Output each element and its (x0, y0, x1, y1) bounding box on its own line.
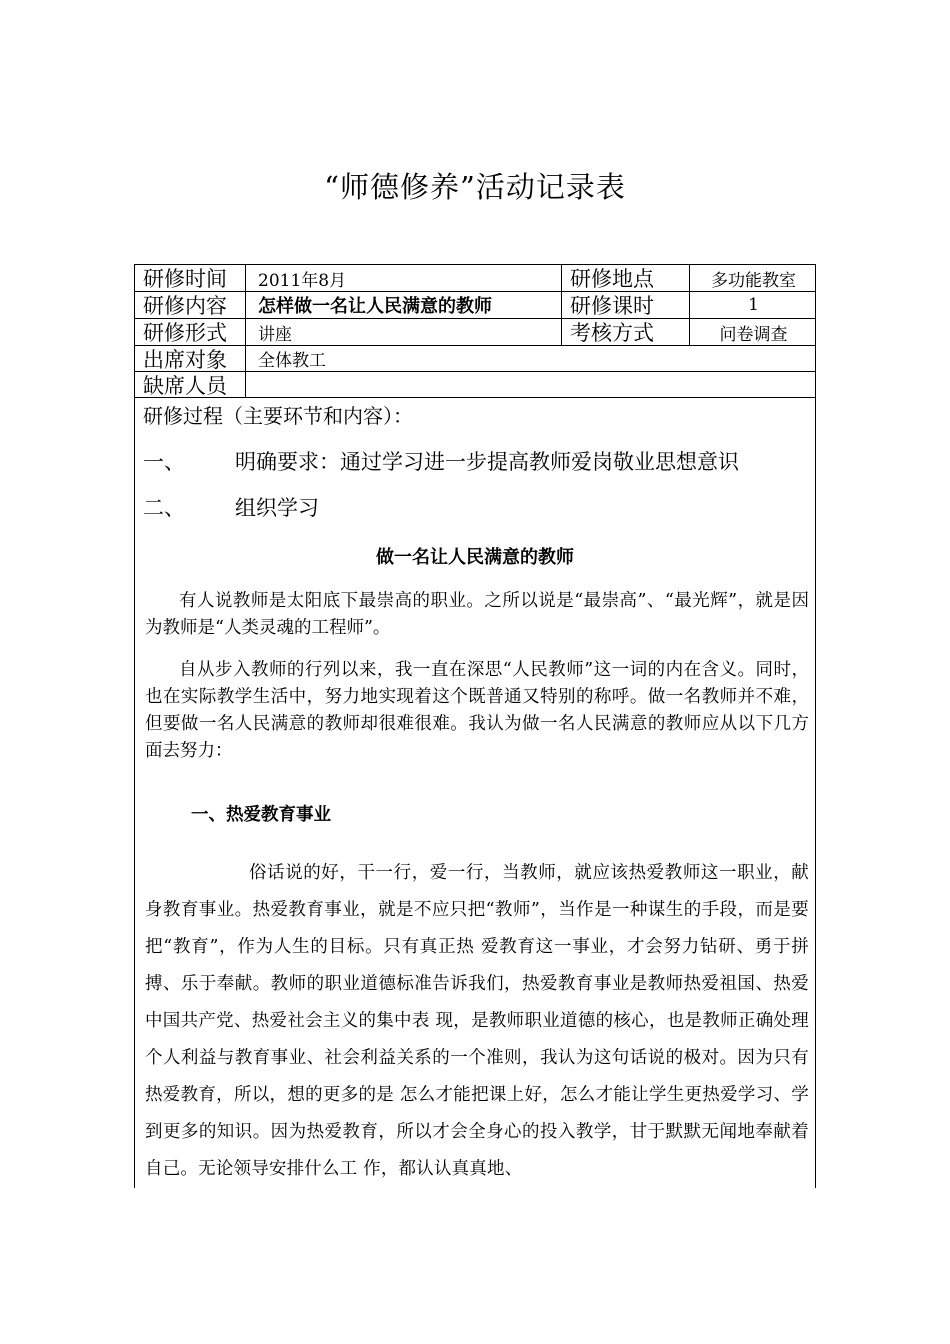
absent-label: 缺席人员 (143, 373, 227, 398)
article-paragraph: 俗话说的好，干一行，爱一行，当教师，就应该热爱教师这一职业，献身教育事业。热爱教育事业，就是不应只把“教师”，当作是一种谋生的手段，而是要把“教育”，作为人生的目标。只有真正热 爱教育这一事业，才会努力钻研、勇于拼搏、乐于奉献。教师的职业道德标准告诉我们，热爱教育事业是教师热爱祖国、热爱中国共产党、热爱社会主义的集中表 现，是教师职业道德的核心，也是教师正确处理个人利益与教育事业、社会利益关系的一个准则，我认为这句话说的极对。因为只有热爱教育，所以，想的更多的是 怎么才能把课上好，怎么才能让学生更热爱学习、学到更多的知识。因为热爱教育，所以才会全身心的投入教学，甘于默默无闻地奉献着自己。无论领导安排什么工 作，都认认真真地、 (145, 863, 809, 1179)
content-label: 研修内容 (143, 294, 227, 318)
absent-value (245, 372, 817, 397)
table-row (135, 346, 815, 372)
record-table (134, 264, 816, 1188)
table-row (135, 265, 815, 292)
attend-value: 全体教工 (245, 346, 817, 371)
attend-label: 出席对象 (143, 347, 227, 372)
process-title: 研修过程（主要环节和内容）： (143, 404, 413, 428)
process-step (143, 446, 739, 476)
place-label: 研修地点 (561, 265, 689, 291)
step-text: 明确要求：通过学习进一步提高教师爱岗敬业思想意识 (235, 450, 739, 474)
page-title: “师德修养”活动记录表 (324, 170, 626, 204)
article-paragraph: 自从步入教师的行列以来，我一直在深思“人民教师”这一词的内在含义。同时，也在实际教学生活中，努力地实现着这个既普通又特别的称呼。做一名教师并不难，但要做一名人民满意的教师却很难很难。我认为做一名人民满意的教师应从以下几方面去努力： (145, 660, 809, 761)
assess-value: 问卷调查 (689, 319, 817, 345)
process-step (143, 492, 319, 522)
article-paragraph: 有人说教师是太阳底下最崇高的职业。之所以说是“最崇高”、“最光辉”，就是因为教师是“人类灵魂的工程师”。 (145, 591, 809, 638)
form-label: 研修形式 (143, 321, 227, 345)
place-value: 多功能教室 (689, 265, 817, 291)
table-row (135, 292, 815, 319)
content-value: 怎样做一名让人民满意的教师 (245, 292, 561, 318)
step-number: 一、 (143, 450, 185, 474)
hours-label: 研修课时 (561, 292, 689, 318)
form-value: 讲座 (245, 319, 561, 345)
table-row (135, 372, 815, 398)
section-heading: 一、热爱教育事业 (191, 805, 331, 825)
time-value: 2011年8月 (245, 265, 561, 291)
step-text: 组织学习 (235, 496, 319, 520)
time-label: 研修时间 (143, 267, 227, 291)
step-number: 二、 (143, 496, 185, 520)
table-row (135, 319, 815, 346)
hours-value: 1 (689, 292, 817, 318)
assess-label: 考核方式 (561, 319, 689, 345)
article-title: 做一名让人民满意的教师 (376, 547, 574, 568)
